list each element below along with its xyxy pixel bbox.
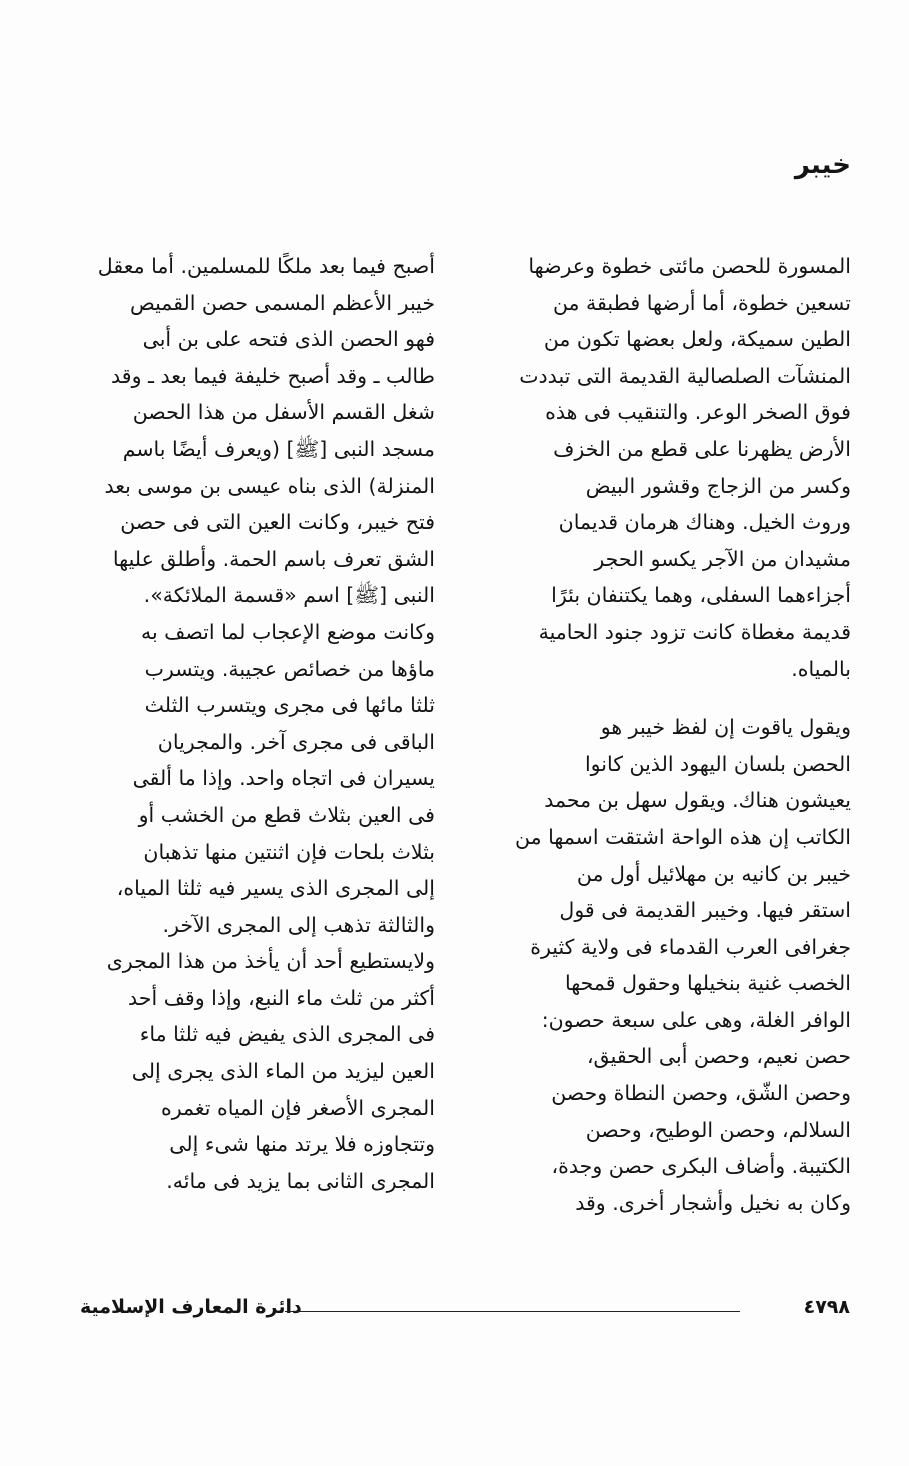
page-number: ٤٧٩٨ xyxy=(803,1296,850,1318)
right-column-paragraph-2: ويقول ياقوت إن لفظ خيبر هو الحصن بلسان اليهود الذين كانوا يعيشون هناك. ويقول سهل بن محمد الكاتب إن هذه الواحة اشتقت اسمها من خيبر بن كانيه بن مهلائيل أول من استقر فيها. وخيبر القديمة فى قول جغرافى العرب القدماء فى ولاية كثيرة الخصب غنية بنخيلها وحقول قمحها الوافر الغلة، وهى على سبعة حصون: حصن نعيم، وحصن أبى الحقيق، وحصن الشّق، وحصن النطاة وحصن السلالم، وحصن الوطيح، وحصن الكتيبة. وأضاف البكرى حصن وجدة، وكان به نخيل وأشجار أخرى. وقد xyxy=(515,715,851,1215)
left-text-column xyxy=(79,248,435,1199)
footer-divider xyxy=(285,1311,740,1312)
page-footer xyxy=(80,1296,850,1326)
publication-title: دائرة المعارف الإسلامية xyxy=(80,1296,302,1318)
right-text-column xyxy=(493,248,851,1221)
left-column-paragraph-1: أصبح فيما بعد ملكًا للمسلمين. أما معقل خيبر الأعظم المسمى حصن القميص فهو الحصن الذى فتحه على بن أبى طالب ـ وقد أصبح خليفة فيما بعد ـ وقد شغل القسم الأسفل من هذا الحصن مسجد النبى [ﷺ] (ويعرف أيضًا باسم المنزلة) الذى بناه عيسى بن موسى بعد فتح خيبر، وكانت العين التى فى حصن الشق تعرف باسم الحمة. وأطلق عليها النبى [ﷺ] اسم «قسمة الملائكة». وكانت موضع الإعجاب لما اتصف به ماؤها من خصائص عجيبة. ويتسرب ثلثا مائها فى مجرى ويتسرب الثلث الباقى فى مجرى آخر. والمجريان يسيران فى اتجاه واحد. وإذا ما ألقى فى العين بثلاث قطع من الخشب أو بثلاث بلحات فإن اثنتين منها تذهبان إلى المجرى الذى يسير فيه ثلثا المياه، والثالثة تذهب إلى المجرى الآخر. ولايستطيع أحد أن يأخذ من هذا المجرى أكثر من ثلث ماء النبع، وإذا وقف أحد فى المجرى الذى يفيض فيه ثلثا ماء العين ليزيد من الماء الذى يجرى إلى المجرى الأصغر فإن المياه تغمره وتتجاوزه فلا يرتد منها شىء إلى المجرى الثانى بما يزيد فى مائه. xyxy=(97,254,435,1193)
right-column-paragraph-1: المسورة للحصن مائتى خطوة وعرضها تسعين خطوة، أما أرضها فطبقة من الطين سميكة، ولعل بعضها تكون من المنشآت الصلصالية القديمة التى تبددت فوق الصخر الوعر. والتنقيب فى هذه الأرض يظهرنا على قطع من الخزف وكسر من الزجاج وقشور البيض وروث الخيل. وهناك هرمان قديمان مشيدان من الآجر يكسو الحجر أجزاءهما السفلى، وهما يكتنفان بئرًا قديمة مغطاة كانت تزود جنود الحامية بالمياه. xyxy=(519,254,851,681)
running-header: خيبر xyxy=(794,150,851,180)
